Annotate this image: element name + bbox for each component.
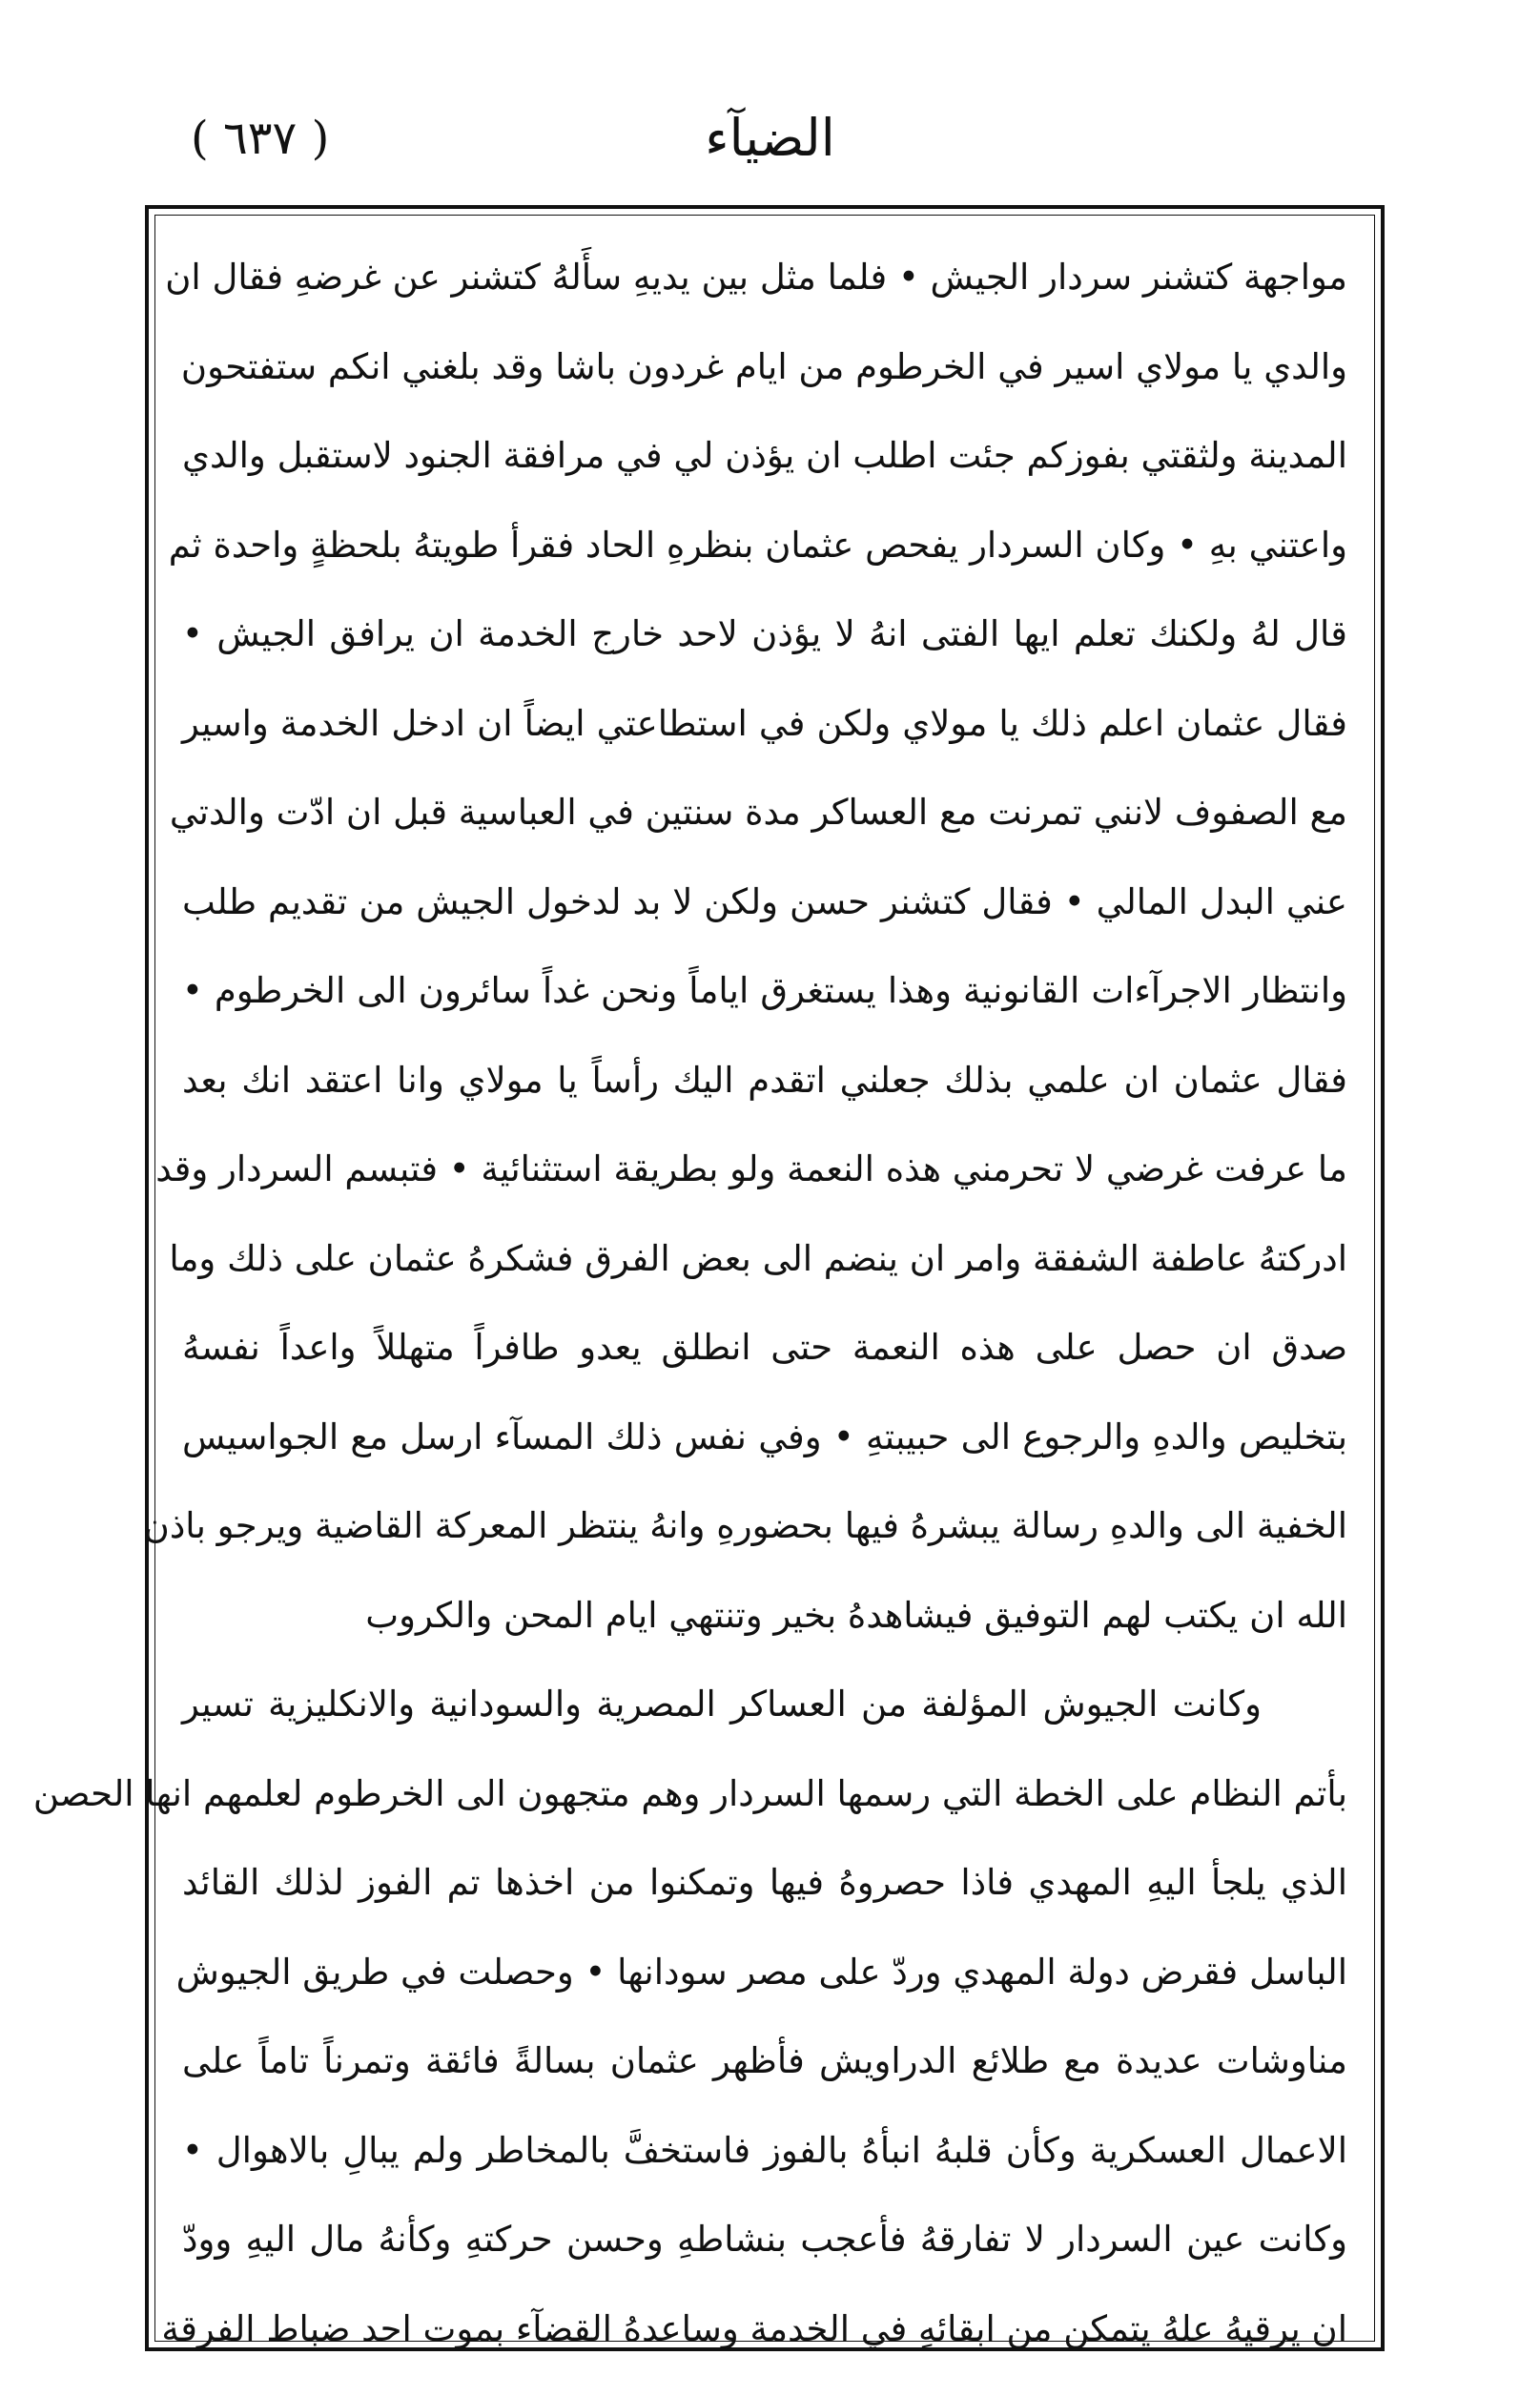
text-line: ما عرفت غرضي لا تحرمني هذه النعمة ولو بطريقة استثنائية • فتبسم السردار وقد — [155, 1148, 1347, 1189]
text-line: صدق ان حصل على هذه النعمة حتى انطلق يعدو طافراً متهللاً واعداً نفسهُ — [182, 1327, 1347, 1368]
body-text — [32, 233, 1347, 2373]
text-line: فقال عثمان ان علمي بذلك جعلني اتقدم اليك رأساً يا مولاي وانا اعتقد انك بعد — [182, 1059, 1347, 1101]
text-line: فقال عثمان اعلم ذلك يا مولاي ولكن في استطاعتي ايضاً ان ادخل الخدمة واسير — [182, 702, 1347, 744]
text-line: الخفية الى والدهِ رسالة يبشرهُ فيها بحضورهِ وانهُ ينتظر المعركة القاضية ويرجو باذن — [143, 1505, 1347, 1546]
text-line: واعتني بهِ • وكان السردار يفحص عثمان بنظرهِ الحاد فقرأ طويتهُ بلحظةٍ واحدة ثم — [168, 524, 1347, 566]
text-line: مناوشات عديدة مع طلائع الدراويش فأظهر عثمان بسالةً فائقة وتمرناً تاماً على — [182, 2040, 1347, 2081]
page-number: ( ٦٣٧ ) — [191, 112, 330, 165]
text-frame — [32, 205, 1385, 2351]
text-line: مع الصفوف لانني تمرنت مع العساكر مدة سنتين في العباسية قبل ان ادّت والدتي — [169, 792, 1347, 833]
text-line: والدي يا مولاي اسير في الخرطوم من ايام غردون باشا وقد بلغني انكم ستفتحون — [180, 345, 1347, 387]
text-frame-inner — [32, 215, 1375, 2349]
page-header — [172, 105, 1368, 191]
text-line: قال لهُ ولكنك تعلم ايها الفتى انهُ لا يؤذن لاحد خارج الخدمة ان يرافق الجيش • — [182, 613, 1347, 654]
text-line: مواجهة كتشنر سردار الجيش • فلما مثل بين يديهِ سأَلهُ كتشنر عن غرضهِ فقال ان — [165, 257, 1347, 298]
text-line: وكانت عين السردار لا تفارقهُ فأعجب بنشاطهِ وحسن حركتهِ وكأنهُ مال اليهِ وودّ — [182, 2219, 1347, 2260]
paragraph-start-line: وكانت الجيوش المؤلفة من العساكر المصرية والسودانية والانكليزية تسير — [182, 1684, 1262, 1725]
text-line: ان يرقيهُ علهُ يتمكن من ابقائهِ في الخدمة وساعدهُ القضآء بموت احد ضباط الفرقة — [161, 2307, 1347, 2349]
text-line: الاعمال العسكرية وكأن قلبهُ انبأهُ بالفوز فاستخفَّ بالمخاطر ولم يبالِ بالاهوال • — [182, 2129, 1347, 2171]
text-line: ادركتهُ عاطفة الشفقة وامر ان ينضم الى بعض الفرق فشكرهُ عثمان على ذلك وما — [169, 1237, 1347, 1279]
running-title: الضيآء — [705, 108, 835, 168]
text-line: وانتظار الاجرآءات القانونية وهذا يستغرق اياماً ونحن غداً سائرون الى الخرطوم • — [182, 970, 1347, 1011]
text-line: المدينة ولثقتي بفوزكم جئت اطلب ان يؤذن لي في مرافقة الجنود لاستقبل والدي — [182, 435, 1347, 476]
paragraph-end-line: الله ان يكتب لهم التوفيق فيشاهدهُ بخير وتنتهي ايام المحن والكروب — [365, 1594, 1347, 1636]
text-line: الذي يلجأ اليهِ المهدي فاذا حصروهُ فيها وتمكنوا من اخذها تم الفوز لذلك القائد — [182, 1862, 1347, 1903]
text-line: بتخليص والدهِ والرجوع الى حبيبتهِ • وفي نفس ذلك المسآء ارسل مع الجواسيس — [182, 1415, 1347, 1457]
text-line: الباسل فقرض دولة المهدي وردّ على مصر سودانها • وحصلت في طريق الجيوش — [175, 1951, 1347, 1993]
text-line: عني البدل المالي • فقال كتشنر حسن ولكن لا بد لدخول الجيش من تقديم طلب — [182, 880, 1347, 922]
text-line: بأتم النظام على الخطة التي رسمها السردار وهم متجهون الى الخرطوم لعلمهم انها الحصن — [32, 1772, 1347, 1814]
